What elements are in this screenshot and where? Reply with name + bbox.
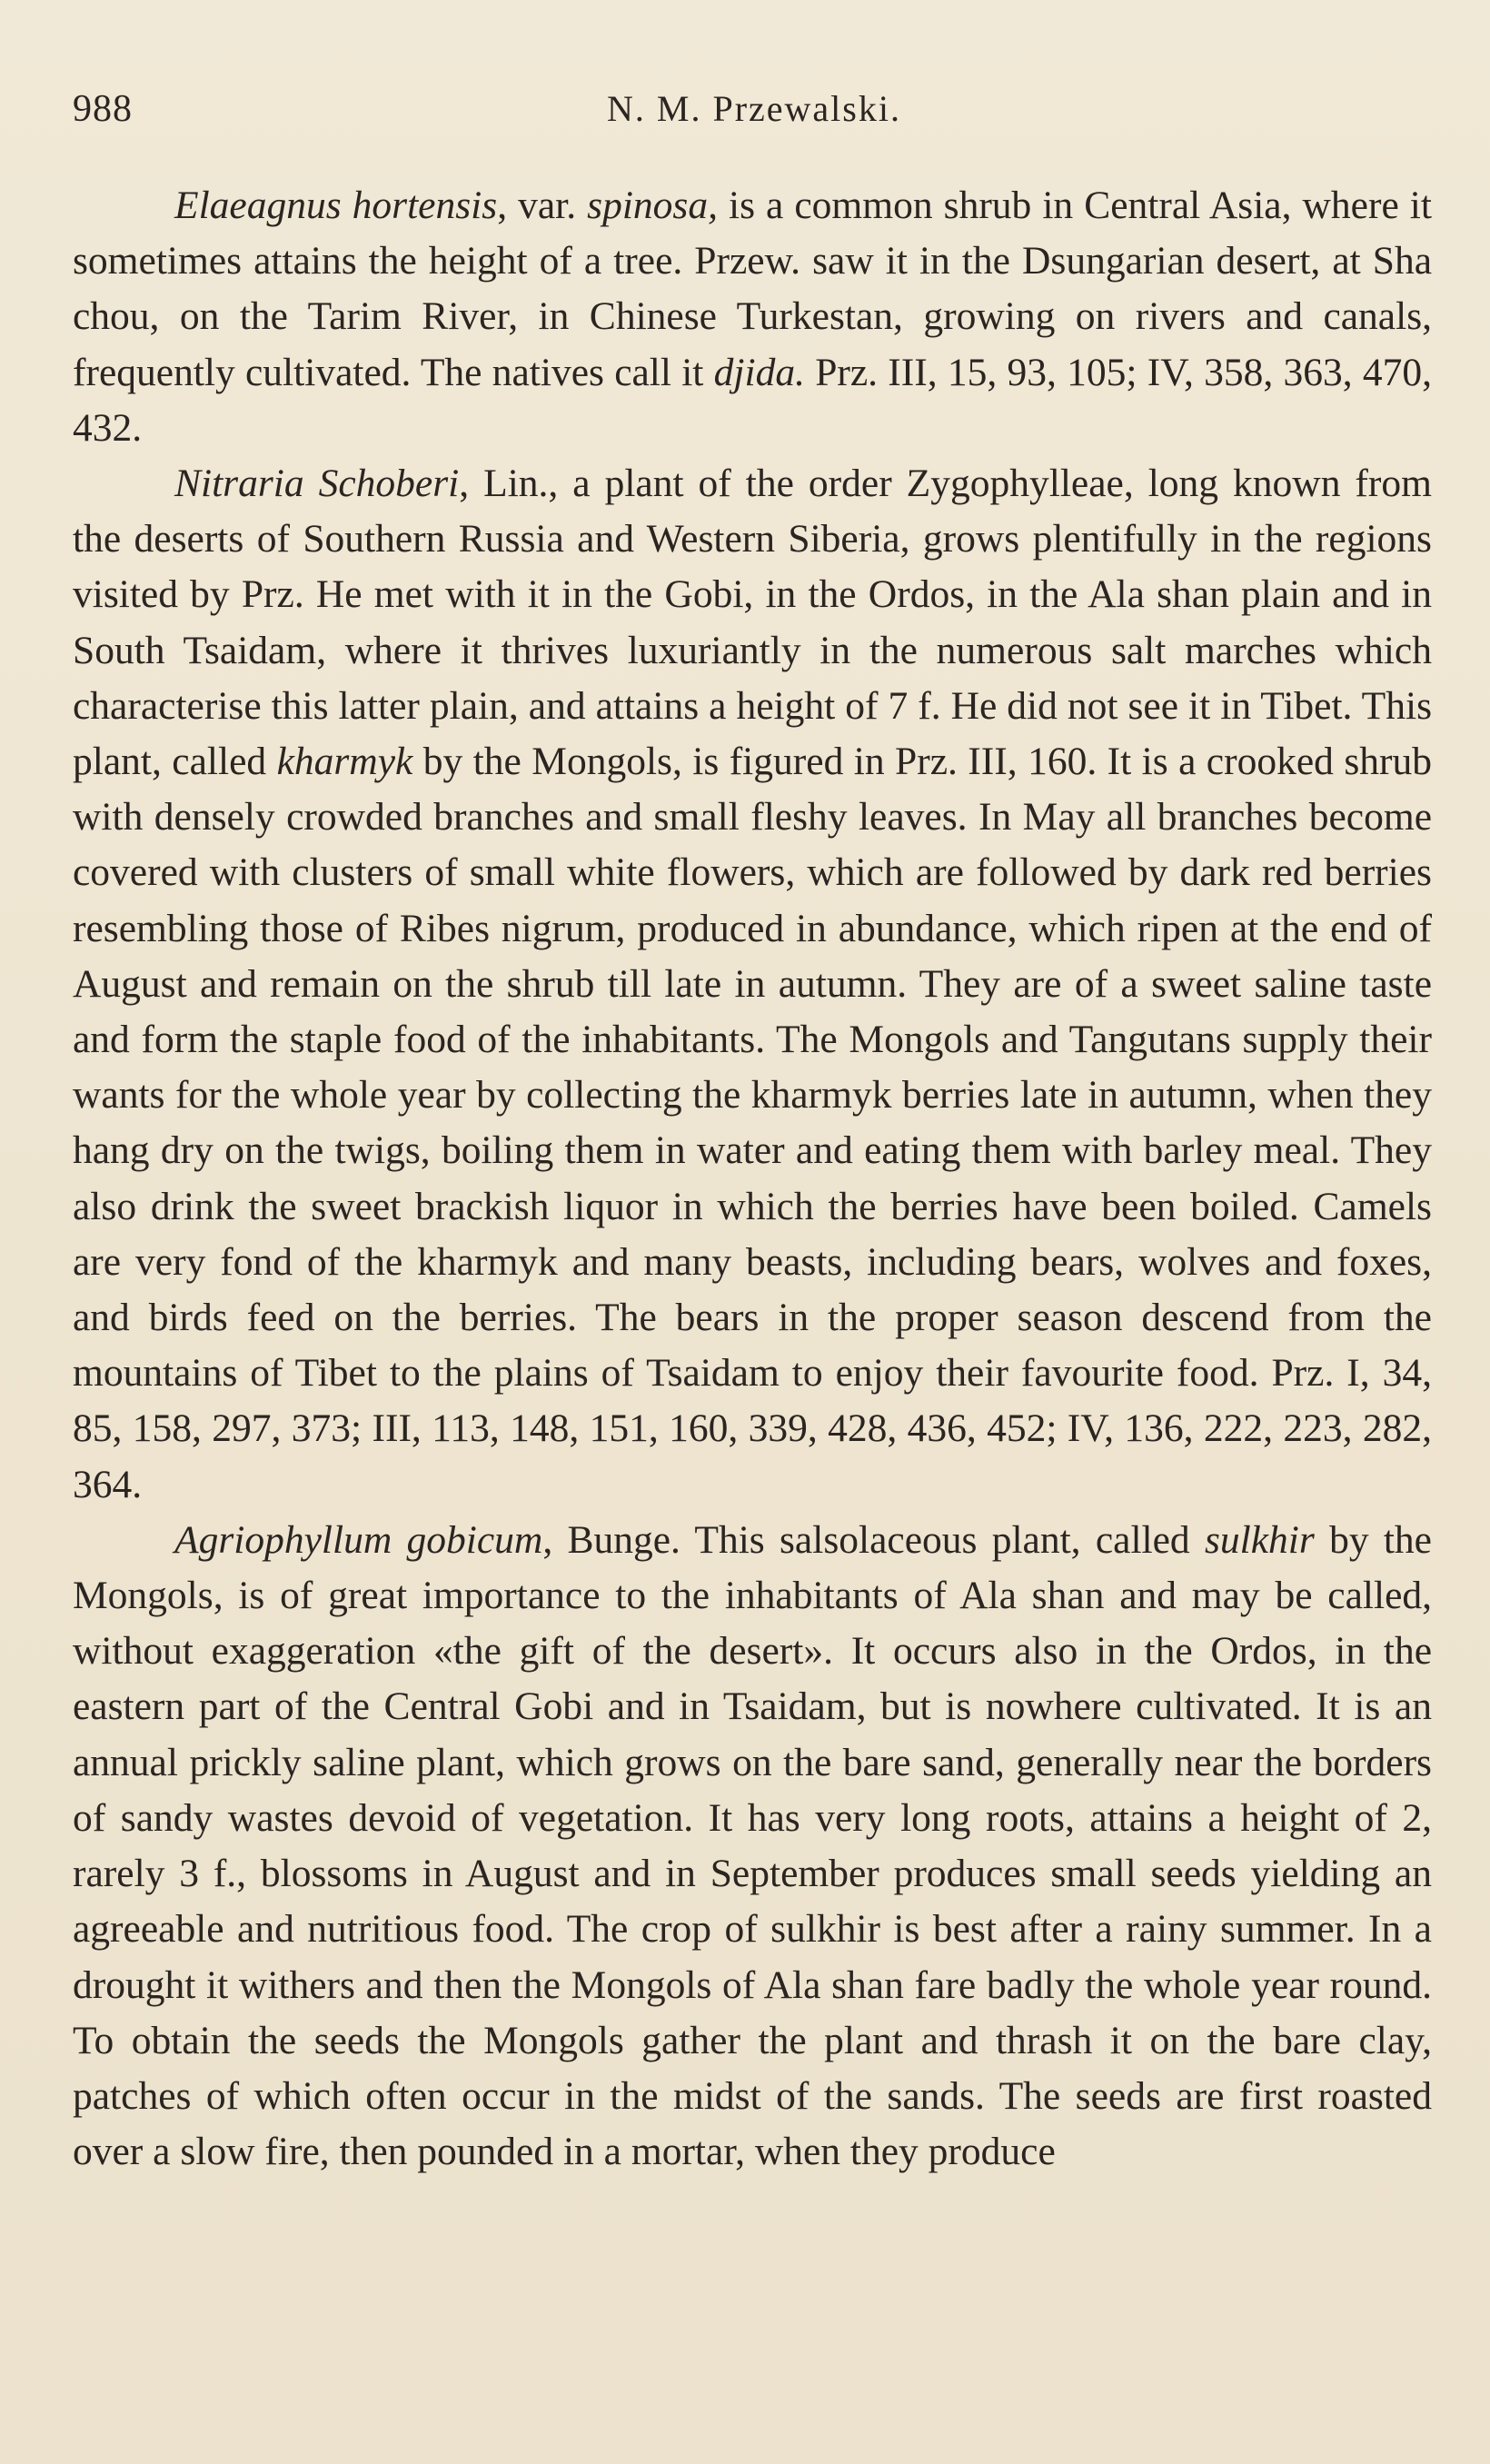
body-text xyxy=(73,178,1432,2180)
reference-list: Prz. III, 15, 93, 105; IV, 358, 363, 470, 432. xyxy=(73,350,1432,450)
native-name-sulkhir: sulkhir xyxy=(1204,1517,1315,1562)
page-header xyxy=(73,87,1435,138)
paragraph-agriophyllum xyxy=(73,1513,1432,2180)
text-run: by the Mongols, is figured in Prz. III, 160. It is a crooked shrub with densely crowded branches and small fleshy leaves. In May all branches become covered with clusters of small white flowers, which are followed by dark red berries resembling those of Ribes nigrum, produced in abundance, which ripen at the end of August and remain on the shrub till late in autumn. They are of a sweet saline taste and form the staple food of the inhabitants. The Mongols and Tangutans supply their wants for the whole year by collecting the kharmyk berries late in autumn, when they hang dry on the twigs, boiling them in water and eating them with barley meal. They also drink the sweet brackish liquor in which the berries have been boiled. Camels are very fond of the kharmyk and many beasts, including bears, wolves and foxes, and birds feed on the berries. The bears in the proper season descend from the mountains of Tibet to the plains of Tsaidam to enjoy their favourite food. Prz. I, 34, 85, 158, 297, 373; III, 113, 148, 151, 160, 339, 428, 436, 452; IV, 136, 222, 223, 282, 364. xyxy=(73,740,1432,1506)
page-number: 988 xyxy=(73,88,133,130)
species-name-agriophyllum: Agriophyllum gobicum xyxy=(174,1517,543,1562)
text-run: , var. xyxy=(497,184,588,227)
running-head: N. M. Przewalski. xyxy=(607,88,901,129)
text-run: by the Mongols, is of great importance to the inhabitants of Ala shan and may be called, without exaggeration «the gift of the desert». It occurs also in the Ordos, in the eastern part of the Central Gobi and in Tsaidam, but is nowhere cultivated. It is an annual prickly saline plant, which grows on the bare sand, generally near the borders of sandy wastes devoid of vegetation. It has very long roots, attains a height of 2, rarely 3 f., blossoms in August and in September produces small seeds yielding an agreeable and nutritious food. The crop of sulkhir is best after a rainy summer. In a drought it withers and then the Mongols of Ala shan fare badly the whole year round. To obtain the seeds the Mongols gather the plant and thrash it on the bare clay, patches of which often occur in the midst of the sands. The seeds are first roasted over a slow fire, then pounded in a mortar, when they produce xyxy=(73,1517,1432,2174)
native-name-djida: djida. xyxy=(713,350,805,394)
variety-name-spinosa: spinosa, xyxy=(587,184,718,227)
species-name-elaeagnus: Elaeagnus hortensis xyxy=(174,184,498,227)
paragraph-elaeagnus xyxy=(73,178,1432,456)
species-name-nitraria: Nitraria Schoberi xyxy=(174,462,460,506)
text-run: , Bunge. This salsolaceous plant, called xyxy=(542,1517,1205,1562)
paragraph-nitraria xyxy=(73,456,1432,1513)
native-name-kharmyk: kharmyk xyxy=(276,740,413,784)
text-run: , Lin., a plant of the order Zygophylleae, long known from the deserts of Southern Russia and Western Siberia, grows plentifully in the regions visited by Prz. He met with it in the Gobi, in the Ordos, in the Ala shan plain and in South Tsaidam, where it thrives luxuriantly in the numerous salt marches which characterise this latter plain, and attains a height of 7 f. He did not see it in Tibet. This plant, called xyxy=(73,462,1432,784)
text-run: is a common shrub in Central Asia, where it sometimes attains the height of a tree. Przew. saw it in the Dsungarian desert, at Sha chou, on the Tarim River, in Chinese Turkestan, growing on rivers and canals, frequently cultivated. The natives call it xyxy=(73,184,1432,394)
